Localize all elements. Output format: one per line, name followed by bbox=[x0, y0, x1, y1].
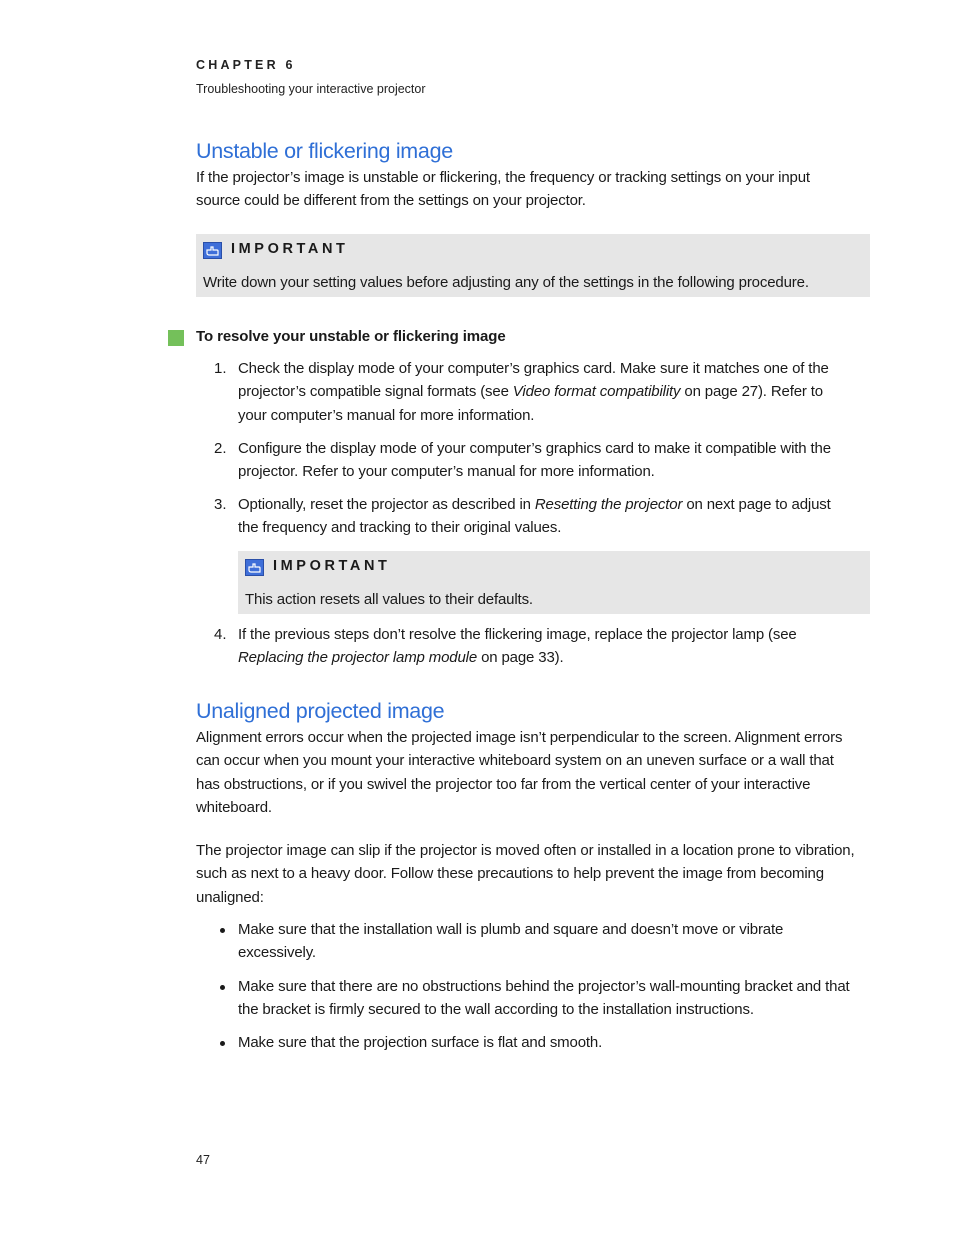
step-number: 4. bbox=[214, 626, 227, 643]
bullet-item bbox=[238, 918, 868, 965]
important-note bbox=[196, 234, 870, 297]
pointing-hand-icon bbox=[245, 559, 264, 576]
text-line bbox=[238, 646, 868, 669]
step-3 bbox=[238, 493, 868, 540]
text: on next page to adjust bbox=[682, 496, 831, 513]
text-line: has obstructions, or if you swivel the projector too far from the vertical center of your interactive bbox=[196, 775, 811, 793]
section2-paragraph-1 bbox=[196, 726, 871, 819]
text: on page 27). Refer to bbox=[680, 383, 824, 401]
cross-reference-link[interactable]: Video format compatibility bbox=[512, 383, 681, 401]
text-line: If the projector’s image is unstable or flickering, the frequency or tracking settings on your input bbox=[196, 169, 810, 186]
bullet-icon bbox=[220, 985, 225, 990]
note-text: This action resets all values to their defaults. bbox=[245, 591, 533, 608]
text-line: Make sure that there are no obstructions behind the projector’s wall-mounting bracket and that bbox=[238, 978, 850, 995]
text-line bbox=[238, 493, 868, 516]
bullet-icon bbox=[220, 1041, 225, 1046]
step-number: 3. bbox=[214, 496, 227, 513]
text-line: unaligned: bbox=[196, 888, 264, 906]
section2-paragraph-2 bbox=[196, 839, 871, 909]
cross-reference-link[interactable]: Replacing the projector lamp module bbox=[238, 649, 478, 667]
section-heading-unstable: Unstable or flickering image bbox=[196, 139, 453, 163]
text-line: Make sure that the installation wall is plumb and square and doesn’t move or vibrate bbox=[238, 921, 784, 938]
text-line: Make sure that the projection surface is flat and smooth. bbox=[238, 1034, 603, 1051]
important-note bbox=[238, 551, 870, 614]
section1-intro bbox=[196, 166, 871, 213]
text: Optionally, reset the projector as described in bbox=[238, 496, 535, 513]
bullet-icon bbox=[220, 928, 225, 933]
note-title: IMPORTANT bbox=[231, 241, 349, 257]
step-number: 1. bbox=[214, 360, 227, 377]
pointing-hand-icon bbox=[203, 242, 222, 259]
text-line: such as next to a heavy door. Follow these precautions to help prevent the image from becoming bbox=[196, 865, 824, 883]
text-line: projector. Refer to your computer’s manual for more information. bbox=[238, 463, 655, 481]
cross-reference-link[interactable]: Resetting the projector bbox=[534, 496, 683, 513]
chapter-title: Troubleshooting your interactive projector bbox=[196, 82, 426, 96]
text-line: the frequency and tracking to their original values. bbox=[238, 519, 562, 537]
step-2 bbox=[238, 437, 868, 484]
text-line: If the previous steps don’t resolve the flickering image, replace the projector lamp (see bbox=[238, 626, 797, 643]
bullet-item bbox=[238, 975, 868, 1022]
note-text: Write down your setting values before adjusting any of the settings in the following procedure. bbox=[203, 274, 809, 291]
page-number: 47 bbox=[196, 1153, 210, 1167]
text-line: your computer’s manual for more information. bbox=[238, 406, 535, 424]
text-line bbox=[238, 380, 868, 403]
text: on page 33). bbox=[477, 649, 564, 667]
text-line: source could be different from the settings on your projector. bbox=[196, 192, 586, 210]
section-heading-unaligned: Unaligned projected image bbox=[196, 699, 445, 723]
procedure-marker-icon bbox=[168, 330, 184, 346]
text-line: Configure the display mode of your computer’s graphics card to make it compatible with the bbox=[238, 440, 831, 457]
text-line: Check the display mode of your computer’s graphics card. Make sure it matches one of the bbox=[238, 360, 829, 377]
procedure-title: To resolve your unstable or flickering image bbox=[196, 328, 506, 345]
chapter-label: CHAPTER 6 bbox=[196, 58, 296, 72]
text-line: excessively. bbox=[238, 944, 316, 962]
step-4 bbox=[238, 623, 868, 670]
step-number: 2. bbox=[214, 440, 227, 457]
text-line: the bracket is firmly secured to the wall according to the installation instructions. bbox=[238, 1001, 754, 1019]
step-1 bbox=[238, 357, 868, 427]
text-line: whiteboard. bbox=[196, 798, 272, 816]
bullet-item bbox=[238, 1031, 868, 1054]
text-line: Alignment errors occur when the projected image isn’t perpendicular to the screen. Alignment errors bbox=[196, 729, 843, 746]
note-title: IMPORTANT bbox=[273, 558, 391, 574]
text-line: The projector image can slip if the projector is moved often or installed in a location prone to vibration, bbox=[196, 842, 855, 859]
text: projector’s compatible signal formats (see bbox=[238, 383, 513, 401]
text-line: can occur when you mount your interactive whiteboard system on an uneven surface or a wall that bbox=[196, 752, 834, 770]
